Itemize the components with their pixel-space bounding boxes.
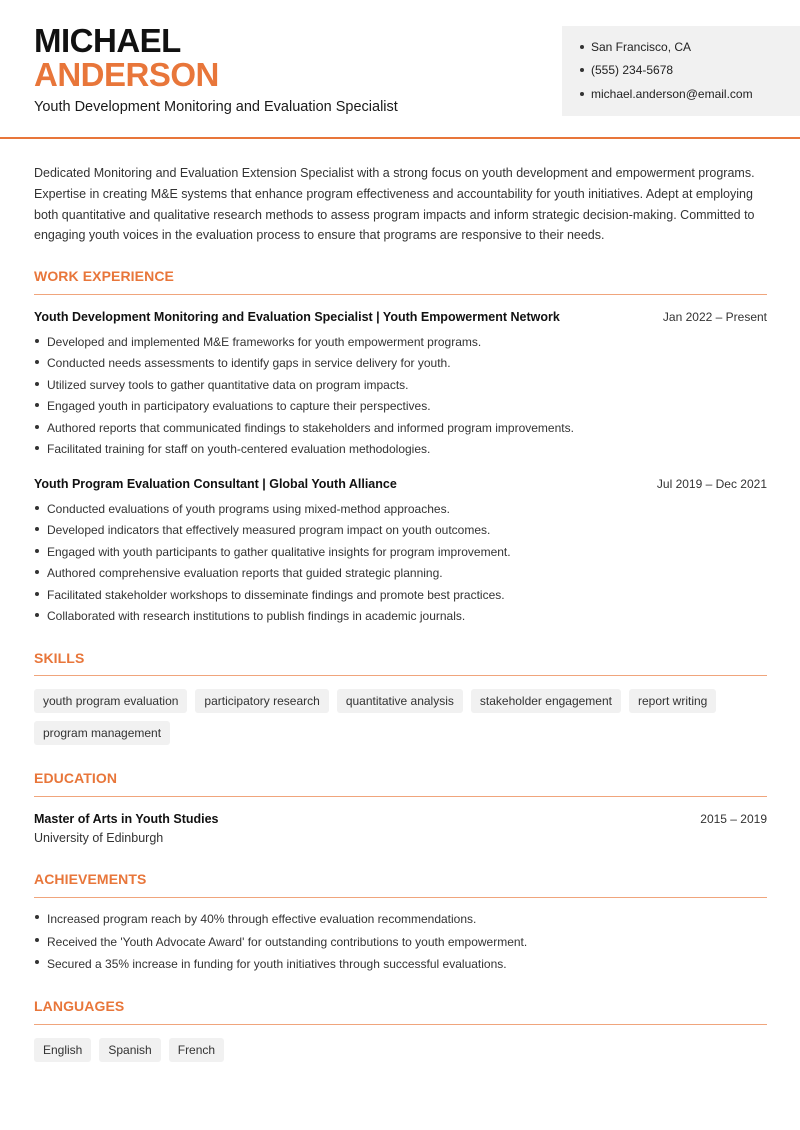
contact-location — [580, 40, 691, 54]
section-divider — [34, 294, 767, 295]
skill-tag: quantitative analysis — [337, 689, 463, 713]
section-title-languages: LANGUAGES — [34, 998, 125, 1014]
skill-tag: report writing — [629, 689, 716, 713]
list-item: Engaged with youth participants to gather qualitative insights for program improvement. — [34, 542, 764, 563]
section-title-education: EDUCATION — [34, 770, 118, 786]
section-title-achievements: ACHIEVEMENTS — [34, 871, 147, 887]
professional-summary: Dedicated Monitoring and Evaluation Extension Specialist with a strong focus on youth development and empowerment programs. Expertise in creating M&E systems that enhance program effectiveness and accountability for youth initiatives. Adept at employing both quantitative and qualitative research methods to assess program impacts and inform strategic decision-making. Committed to engaging youth voices in the evaluation process to ensure that programs are responsive to their needs. — [34, 166, 755, 243]
job-title-2: Youth Program Evaluation Consultant | Global Youth Alliance — [34, 477, 397, 491]
list-item: Utilized survey tools to gather quantitative data on program impacts. — [34, 375, 764, 396]
language-tag: English — [34, 1038, 91, 1062]
section-divider — [34, 675, 767, 676]
email-text: michael.anderson@email.com — [591, 87, 753, 101]
skill-tag: youth program evaluation — [34, 689, 187, 713]
languages-tags — [34, 1038, 774, 1062]
contact-email — [580, 87, 753, 101]
list-item: Engaged youth in participatory evaluations to capture their perspectives. — [34, 396, 764, 417]
skills-tags — [34, 689, 774, 745]
bullet-dot-icon — [580, 45, 584, 49]
list-item: Received the 'Youth Advocate Award' for outstanding contributions to youth empowerment. — [34, 931, 764, 954]
list-item: Facilitated training for staff on youth-centered evaluation methodologies. — [34, 439, 764, 460]
skill-tag: program management — [34, 721, 170, 745]
job-dates-1: Jan 2022 – Present — [662, 310, 767, 324]
last-name: ANDERSON — [34, 56, 219, 93]
list-item: Facilitated stakeholder workshops to disseminate findings and promote best practices. — [34, 585, 764, 606]
section-divider — [34, 1024, 767, 1025]
resume-header — [0, 0, 800, 139]
section-divider — [34, 796, 767, 797]
list-item: Conducted needs assessments to identify gaps in service delivery for youth. — [34, 353, 764, 374]
language-tag: French — [169, 1038, 224, 1062]
list-item: Increased program reach by 40% through effective evaluation recommendations. — [34, 908, 764, 931]
skill-tag: stakeholder engagement — [471, 689, 621, 713]
job-title-1: Youth Development Monitoring and Evaluation Specialist | Youth Empowerment Network — [34, 310, 560, 324]
list-item: Collaborated with research institutions to publish findings in academic journals. — [34, 606, 764, 627]
section-title-work-experience: WORK EXPERIENCE — [34, 268, 174, 284]
skill-tag: participatory research — [195, 689, 328, 713]
list-item: Secured a 35% increase in funding for youth initiatives through successful evaluations. — [34, 953, 764, 976]
section-divider — [34, 897, 767, 898]
job-bullets-1 — [34, 332, 764, 460]
achievements-list — [34, 908, 764, 976]
school-name: University of Edinburgh — [34, 831, 164, 845]
list-item: Developed indicators that effectively measured program impact on youth outcomes. — [34, 520, 764, 541]
list-item: Authored reports that communicated findings to stakeholders and informed program improvements. — [34, 418, 764, 439]
contact-phone — [580, 63, 673, 77]
bullet-dot-icon — [580, 68, 584, 72]
degree-title: Master of Arts in Youth Studies — [34, 812, 219, 826]
bullet-dot-icon — [580, 92, 584, 96]
location-text: San Francisco, CA — [591, 40, 692, 54]
language-tag: Spanish — [99, 1038, 160, 1062]
job-bullets-2 — [34, 499, 764, 627]
list-item: Conducted evaluations of youth programs using mixed-method approaches. — [34, 499, 764, 520]
education-dates: 2015 – 2019 — [700, 812, 767, 826]
section-title-skills: SKILLS — [34, 650, 85, 666]
first-name: MICHAEL — [34, 22, 181, 59]
list-item: Authored comprehensive evaluation reports that guided strategic planning. — [34, 563, 764, 584]
job-dates-2: Jul 2019 – Dec 2021 — [656, 477, 767, 491]
list-item: Developed and implemented M&E frameworks for youth empowerment programs. — [34, 332, 764, 353]
phone-text: (555) 234-5678 — [591, 63, 674, 77]
contact-box — [562, 26, 800, 116]
job-title: Youth Development Monitoring and Evaluation Specialist — [34, 99, 398, 115]
